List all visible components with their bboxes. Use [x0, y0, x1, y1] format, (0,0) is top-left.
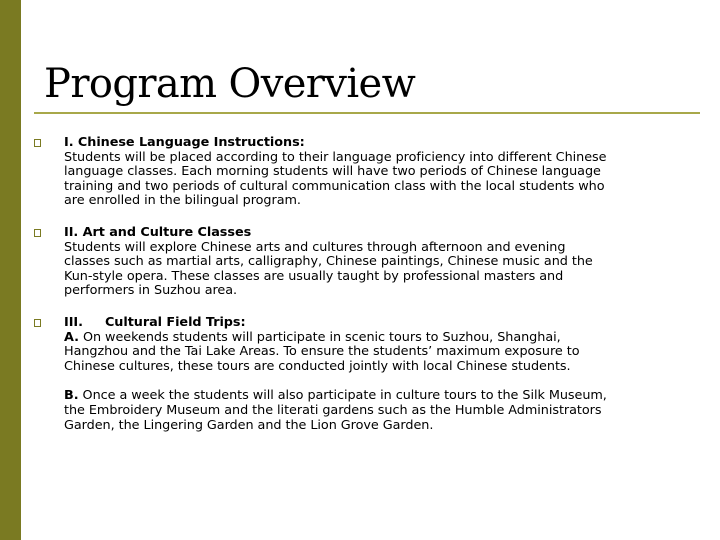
part-a-text: On weekends students will participate in scenic tours to Suzhou, Shanghai,: [82, 329, 561, 345]
bullet-item-language: [34, 136, 694, 209]
item-text-line: are enrolled in the bilingual program.: [64, 193, 301, 209]
part-b-paragraph: [64, 389, 694, 433]
item-text-line: training and two periods of cultural communication class with the local students who: [64, 178, 605, 194]
slide-title: Program Overview: [44, 61, 416, 107]
bullet-item-art-culture: [34, 226, 694, 299]
part-a-label: A.: [64, 329, 79, 345]
bullet-item-field-trips: [34, 316, 694, 433]
item-text-line: Kun-style opera. These classes are usually taught by professional masters and: [64, 268, 564, 284]
item-text-line: Students will be placed according to their language proficiency into different Chinese: [64, 149, 607, 165]
heading-text: Cultural Field Trips:: [104, 314, 246, 330]
part-b-text: Once a week the students will also participate in culture tours to the Silk Museum,: [82, 388, 607, 404]
square-bullet-icon: [34, 139, 41, 147]
bullet-list: [34, 136, 694, 433]
item-text-line: Chinese cultures, these tours are conducted jointly with local Chinese students.: [64, 358, 571, 374]
square-bullet-icon: [34, 229, 41, 237]
item-text-line: performers in Suzhou area.: [64, 283, 238, 299]
item-text-line: language classes. Each morning students will have two periods of Chinese language: [64, 164, 601, 180]
part-b-label: B.: [64, 388, 79, 404]
title-underline: [34, 112, 700, 114]
item-text-line: Students will explore Chinese arts and cultures through afternoon and evening: [64, 239, 566, 255]
item-text-line: Garden, the Lingering Garden and the Lion Grove Garden.: [64, 417, 434, 433]
item-text-line: Hangzhou and the Tai Lake Areas. To ensure the students’ maximum exposure to: [64, 344, 580, 360]
item-heading: [64, 316, 694, 331]
item-heading: I. Chinese Language Instructions:: [64, 135, 305, 150]
part-a-first-line: [64, 331, 694, 346]
item-text-line: classes such as martial arts, calligraphy, Chinese paintings, Chinese music and the: [64, 254, 593, 270]
heading-number: III.: [64, 314, 83, 330]
item-heading: II. Art and Culture Classes: [64, 224, 252, 240]
item-text-line: the Embroidery Museum and the literati gardens such as the Humble Administrators: [64, 402, 602, 418]
left-accent-bar: [0, 0, 21, 540]
square-bullet-icon: [34, 319, 41, 327]
part-b-first-line: [64, 389, 694, 404]
